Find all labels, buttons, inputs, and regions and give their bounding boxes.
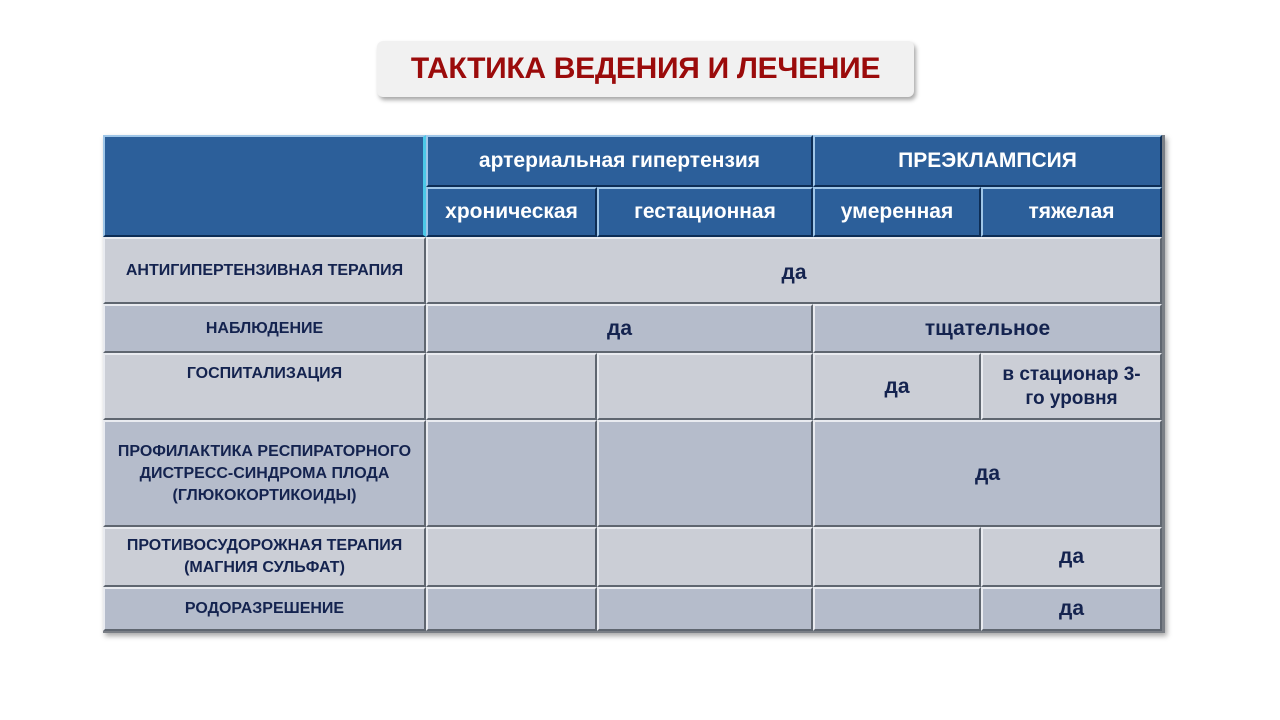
cell-anticonvulsant-gestational (597, 527, 813, 587)
header-moderate: умеренная (813, 187, 981, 237)
treatment-table (103, 135, 1165, 633)
page-title: ТАКТИКА ВЕДЕНИЯ И ЛЕЧЕНИЕ (410, 52, 881, 85)
cell-delivery-gestational (597, 587, 813, 631)
header-chronic: хроническая (426, 187, 597, 237)
header-gestational: гестационная (597, 187, 813, 237)
cell-hospitalization-severe: в стационар 3-го уровня (981, 353, 1162, 420)
cell-hospitalization-gestational (597, 353, 813, 420)
row-label-prophylaxis: ПРОФИЛАКТИКА РЕСПИРАТОРНОГО ДИСТРЕСС-СИНДРОМА ПЛОДА (ГЛЮКОКОРТИКОИДЫ) (103, 420, 426, 527)
row-label-antihypertensive: АНТИГИПЕРТЕНЗИВНАЯ ТЕРАПИЯ (103, 237, 426, 304)
cell-delivery-chronic (426, 587, 597, 631)
cell-antihypertensive-all: да (426, 237, 1162, 304)
header-corner-cell (103, 135, 426, 237)
cell-observation-hypertension: да (426, 304, 813, 353)
header-group-hypertension: артериальная гипертензия (426, 135, 813, 187)
cell-prophylaxis-gestational (597, 420, 813, 527)
header-group-preeclampsia: ПРЕЭКЛАМПСИЯ (813, 135, 1162, 187)
header-severe: тяжелая (981, 187, 1162, 237)
cell-hospitalization-chronic (426, 353, 597, 420)
cell-prophylaxis-preeclampsia: да (813, 420, 1162, 527)
cell-delivery-severe: да (981, 587, 1162, 631)
cell-delivery-moderate (813, 587, 981, 631)
cell-anticonvulsant-moderate (813, 527, 981, 587)
row-label-delivery: РОДОРАЗРЕШЕНИЕ (103, 587, 426, 631)
row-label-hospitalization: ГОСПИТАЛИЗАЦИЯ (103, 353, 426, 420)
cell-observation-preeclampsia: тщательное (813, 304, 1162, 353)
cell-anticonvulsant-chronic (426, 527, 597, 587)
cell-anticonvulsant-severe: да (981, 527, 1162, 587)
row-label-observation: НАБЛЮДЕНИЕ (103, 304, 426, 353)
cell-prophylaxis-chronic (426, 420, 597, 527)
title-box (377, 41, 914, 97)
row-label-anticonvulsant: ПРОТИВОСУДОРОЖНАЯ ТЕРАПИЯ (МАГНИЯ СУЛЬФАТ) (103, 527, 426, 587)
cell-hospitalization-moderate: да (813, 353, 981, 420)
